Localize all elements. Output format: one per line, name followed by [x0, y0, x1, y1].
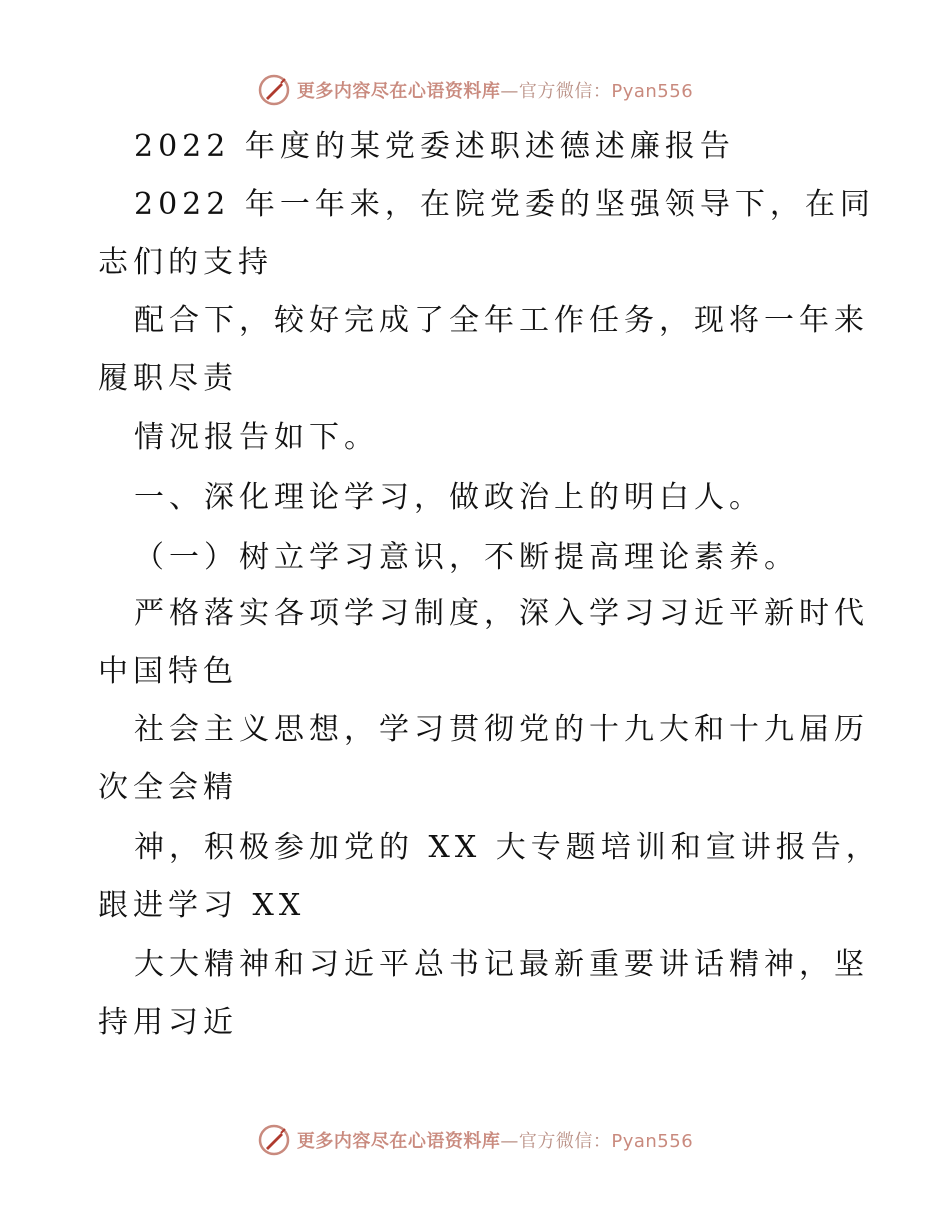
paragraph-line: 配合下，较好完成了全年工作任务，现将一年来 — [134, 303, 869, 338]
paragraph-line: 履职尽责 — [98, 361, 238, 396]
paragraph-line: 神，积极参加党的 XX 大专题培训和宣讲报告， — [134, 830, 881, 865]
watermark-wechat-label: —官方微信： — [500, 81, 612, 102]
watermark-text — [297, 77, 693, 103]
document-title: 2022 年度的某党委述职述德述廉报告 — [134, 129, 735, 164]
watermark-text — [297, 1127, 693, 1153]
paragraph-line: 持用习近 — [98, 1005, 238, 1040]
watermark-wechat-label: —官方微信： — [500, 1131, 612, 1152]
watermark-site: 更多内容尽在心语资料库 — [296, 81, 501, 102]
watermark-site: 更多内容尽在心语资料库 — [296, 1131, 501, 1152]
paragraph-line: 2022 年一年来，在院党委的坚强领导下，在同 — [134, 187, 875, 222]
paragraph-line: 中国特色 — [98, 654, 238, 689]
paragraph-line: 社会主义思想，学习贯彻党的十九大和十九届历 — [134, 712, 869, 747]
footer-watermark — [0, 1120, 950, 1160]
section-heading: 一、深化理论学习，做政治上的明白人。 — [134, 480, 764, 515]
subsection-heading: （一）树立学习意识，不断提高理论素养。 — [134, 540, 799, 575]
watermark-wechat-id: Pyan556 — [611, 1131, 694, 1152]
paragraph-line: 次全会精 — [98, 770, 238, 805]
header-watermark — [0, 70, 950, 110]
paragraph-line: 严格落实各项学习制度，深入学习习近平新时代 — [134, 596, 869, 631]
quill-logo-icon — [257, 1123, 291, 1157]
paragraph-line: 大大精神和习近平总书记最新重要讲话精神，坚 — [134, 947, 869, 982]
quill-logo-icon — [257, 73, 291, 107]
paragraph-line: 情况报告如下。 — [134, 420, 379, 455]
paragraph-line: 志们的支持 — [98, 245, 273, 280]
watermark-wechat-id: Pyan556 — [611, 81, 694, 102]
paragraph-line: 跟进学习 XX — [98, 888, 306, 923]
